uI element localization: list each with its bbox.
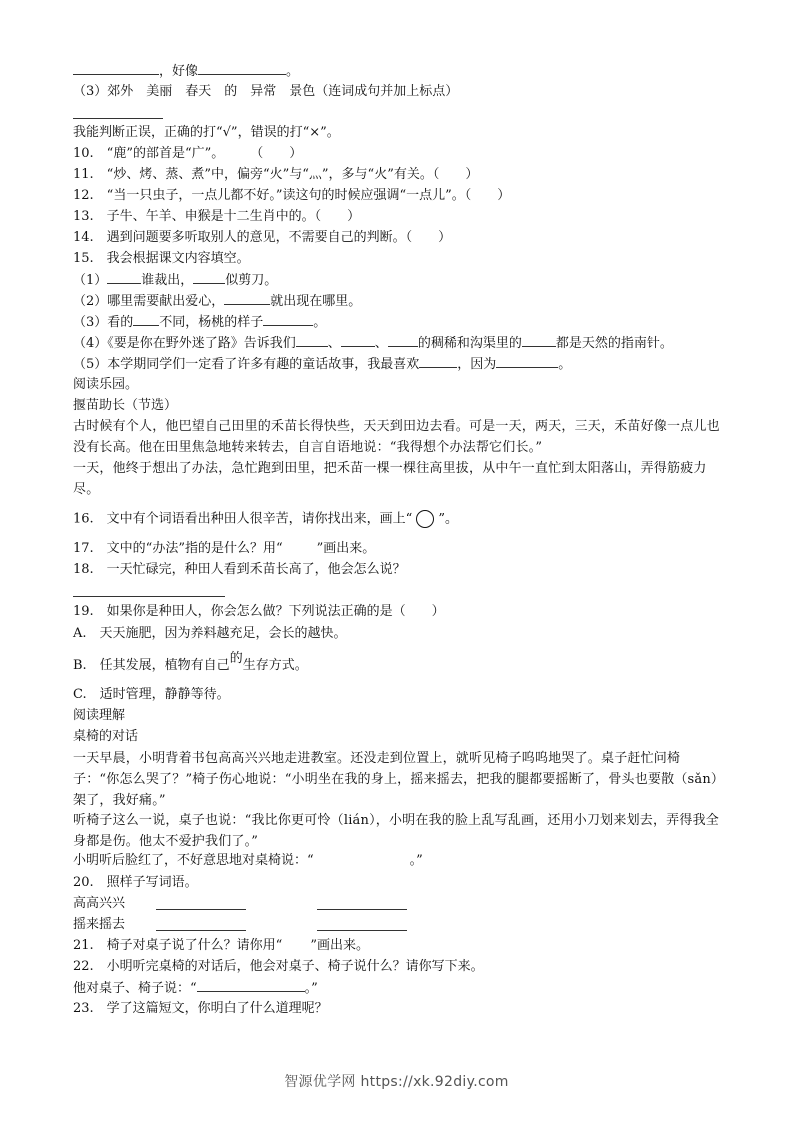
question-13: 13. 子牛、午羊、申猴是十二生肖中的。（ ） bbox=[73, 209, 361, 224]
question-10: 10. “鹿”的部首是“广”。 （ ） bbox=[73, 146, 303, 161]
option-b[interactable]: B. 任其发展，植物有自己的生存方式。 bbox=[73, 651, 308, 673]
option-a[interactable]: A. 天天施肥，因为养料越充足，会长的越快。 bbox=[73, 626, 347, 641]
q22-answer: 他对桌子、椅子说：“ 。” bbox=[73, 981, 318, 996]
reading-2-heading: 阅读理解 bbox=[73, 708, 126, 723]
question-14: 14. 遇到问题要多听取别人的意见，不需要自己的判断。（ ） bbox=[73, 230, 452, 245]
answer-blank[interactable] bbox=[263, 313, 313, 326]
answer-blank[interactable] bbox=[224, 292, 270, 305]
answer-blank[interactable] bbox=[73, 62, 159, 75]
q20-example-1: 高高兴兴 bbox=[73, 896, 126, 911]
answer-blank[interactable] bbox=[193, 271, 225, 284]
question-16: 16. 文中有个词语看出种田人很辛苦，请你找出来，画上“ ”。 bbox=[73, 511, 458, 527]
question-15-5: （5）本学期同学们一定看了许多有趣的童话故事，我最喜欢 ，因为 。 bbox=[73, 357, 572, 372]
question-12: 12. “当一只虫子，一点儿都不好。”读这句的时候应强调“一点儿”。（ ） bbox=[73, 188, 511, 203]
reading-2-title: 桌椅的对话 bbox=[73, 729, 139, 744]
question-15-2: （2）哪里需要献出爱心， 就出现在哪里。 bbox=[73, 294, 362, 309]
reading-1-paragraph-1: 古时候有个人，他巴望自己田里的禾苗长得快些，天天到田边去看。可是一天，两天，三天，禾苗好像一点儿也没有长高。他在田里焦急地转来转去，自言自语地说：“我得想个办法帮它们长。” bbox=[73, 419, 720, 455]
question-17: 17. 文中的“办法”指的是什么？用“ ”画出来。 bbox=[73, 541, 376, 556]
answer-line[interactable] bbox=[73, 596, 225, 597]
answer-blank[interactable] bbox=[133, 313, 159, 326]
answer-line[interactable] bbox=[317, 909, 407, 910]
answer-blank[interactable] bbox=[419, 355, 457, 368]
q20-example-2: 摇来摇去 bbox=[73, 917, 126, 932]
reading-2-paragraph-3: 小明听后脸红了，不好意思地对桌椅说：“ 。” bbox=[73, 853, 423, 868]
reading-2-paragraph-1: 一天早晨，小明背着书包高高兴兴地走进教室。还没走到位置上，就听见椅子呜呜地哭了。桌子赶忙问椅子：“你怎么哭了？”椅子伤心地说：“小明坐在我的身上，摇来摇去，把我的腿都要摇断了，骨头也要散（sǎn）架了，我好痛。” bbox=[73, 751, 718, 808]
question-20: 20. 照样子写词语。 bbox=[73, 875, 198, 890]
answer-blank[interactable] bbox=[198, 62, 286, 75]
fill-line-1: ，好像 。 bbox=[73, 62, 299, 81]
answer-line[interactable] bbox=[156, 930, 246, 931]
circle-icon bbox=[416, 510, 434, 528]
question-23: 23. 学了这篇短文，你明白了什么道理呢？ bbox=[73, 1001, 328, 1016]
question-19: 19. 如果你是种田人，你会怎么做？下列说法正确的是（ ） bbox=[73, 604, 445, 619]
reading-1-heading: 阅读乐园。 bbox=[73, 377, 139, 392]
reading-2-paragraph-2: 听椅子这么一说，桌子也说：“我比你更可怜（lián），小明在我的脸上乱写乱画，还用小刀划来划去，弄得我全身都是伤。他太不爱护我们了。” bbox=[73, 813, 719, 849]
answer-blank[interactable] bbox=[496, 355, 558, 368]
q3-scramble: （3）郊外 美丽 春天 的 异常 景色（连词成句并加上标点） bbox=[73, 84, 459, 99]
reading-1-title: 揠苗助长（节选） bbox=[73, 398, 178, 413]
answer-blank[interactable] bbox=[522, 334, 556, 347]
question-15-4: （4）《要是你在野外迷了路》告诉我们 、 、 的稠稀和沟渠里的 都是天然的指南针。 bbox=[73, 336, 673, 351]
question-22: 22. 小明听完桌椅的对话后，他会对桌子、椅子说什么？请你写下来。 bbox=[73, 959, 484, 974]
question-15-3: （3）看的 不同，杨桃的样子 。 bbox=[73, 315, 327, 330]
answer-blank[interactable] bbox=[341, 334, 375, 347]
answer-line[interactable] bbox=[317, 930, 407, 931]
question-15: 15. 我会根据课文内容填空。 bbox=[73, 251, 250, 266]
site-watermark: 智源优学网 https://xk.92diy.com bbox=[284, 1074, 509, 1090]
question-18: 18. 一天忙碌完，种田人看到禾苗长高了，他会怎么说？ bbox=[73, 562, 406, 577]
judge-intro: 我能判断正误，正确的打“√”，错误的打“×”。 bbox=[73, 125, 340, 140]
question-11: 11. “炒、烤、蒸、煮”中，偏旁“火”与“灬”，多与“火”有关。（ ） bbox=[73, 167, 479, 182]
question-15-1: （1） 谁裁出， 似剪刀。 bbox=[73, 273, 278, 288]
answer-blank[interactable] bbox=[107, 271, 141, 284]
option-c[interactable]: C. 适时管理，静静等待。 bbox=[73, 687, 230, 702]
answer-line[interactable] bbox=[73, 118, 163, 119]
question-21: 21. 椅子对桌子说了什么？请你用“ ”画出来。 bbox=[73, 938, 369, 953]
answer-line[interactable] bbox=[156, 909, 246, 910]
answer-blank[interactable] bbox=[197, 979, 305, 992]
answer-blank[interactable] bbox=[388, 334, 418, 347]
answer-blank[interactable] bbox=[296, 334, 328, 347]
reading-1-paragraph-2: 一天，他终于想出了办法，急忙跑到田里，把禾苗一棵一棵往高里拔，从中午一直忙到太阳落山，弄得筋疲力尽。 bbox=[73, 461, 707, 497]
